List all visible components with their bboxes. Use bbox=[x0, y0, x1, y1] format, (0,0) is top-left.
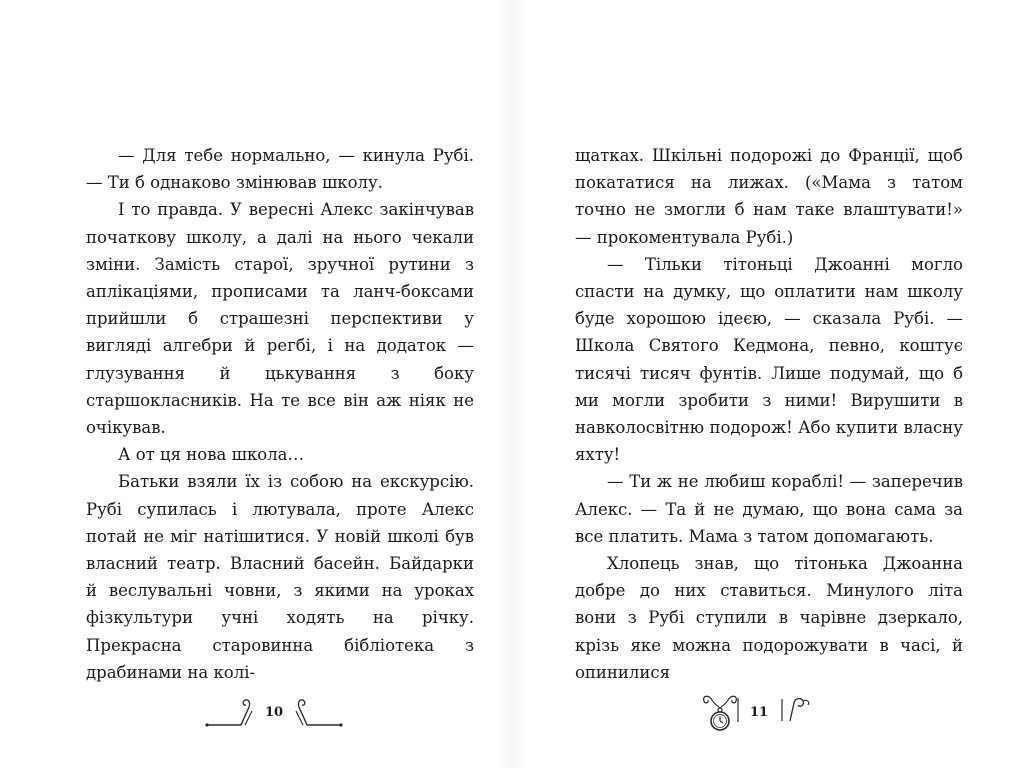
curl-ornament-icon bbox=[291, 695, 343, 729]
paragraph: щатках. Шкільні подорожі до Франції, щоб покататися на лижах. («Мама з татом точно не змогли б нам таке влаштувати!» — прокоментувала Рубі.) bbox=[575, 146, 963, 247]
paragraph: Батьки взяли їх із собою на екскурсію. Рубі супилась і лютувала, проте Алекс потай не міг натішитися. У новій школі був власний театр. Власний басейн. Байдарки й веслувальні човни, з якими на уроках фізкультури учні ходять на річку. Прекрасна старовинна бібліотека з драбинами на колі- bbox=[86, 472, 474, 682]
paragraph: — Для тебе нормально, — кинула Рубі. — Ти б однаково змінював школу. bbox=[86, 146, 474, 193]
pocket-watch-icon bbox=[698, 692, 742, 732]
left-folio bbox=[205, 692, 343, 732]
right-page-text bbox=[575, 142, 963, 686]
paragraph: — Тільки тітоньці Джоанні могло спасти на думку, що оплатити нам школу буде хорошою ідеєю, — сказала Рубі. — Школа Святого Кедмона, певно, коштує тисячі тисяч фунтів. Лише подумай, що б ми могли зробити з ними! Вирушити в навколосвітню подорож! Або купити власну яхту! bbox=[575, 254, 963, 465]
page-number: 10 bbox=[265, 704, 284, 720]
right-folio bbox=[698, 692, 816, 732]
paragraph: Хлопець знав, що тітонька Джоанна добре до них ставиться. Минулого літа вони з Рубі ступили в чарівне дзеркало, крізь яке можна подорожувати в часі, й опинилися bbox=[575, 554, 963, 682]
right-page bbox=[512, 0, 1024, 768]
paragraph: А от ця нова школа… bbox=[118, 445, 305, 465]
page-number: 11 bbox=[750, 704, 769, 720]
left-page-text bbox=[86, 142, 474, 686]
paragraph: І то правда. У вересні Алекс закінчував початкову школу, а далі на нього чекали зміни. Замість старої, зручної рутини з аплікаціями, прописами та ланч-боксами прийшли б страшезні перспективи у вигляді алгебри й регбі, і на додаток — глузування й цькування з боку старшокласників. На те все він аж ніяк не очікував. bbox=[86, 200, 474, 438]
curl-ornament-icon bbox=[776, 695, 816, 729]
paragraph: — Ти ж не любиш кораблі! — заперечив Алекс. — Та й не думаю, що вона сама за все платить. Мама з татом допомагають. bbox=[575, 472, 963, 546]
curl-ornament-icon bbox=[205, 695, 257, 729]
